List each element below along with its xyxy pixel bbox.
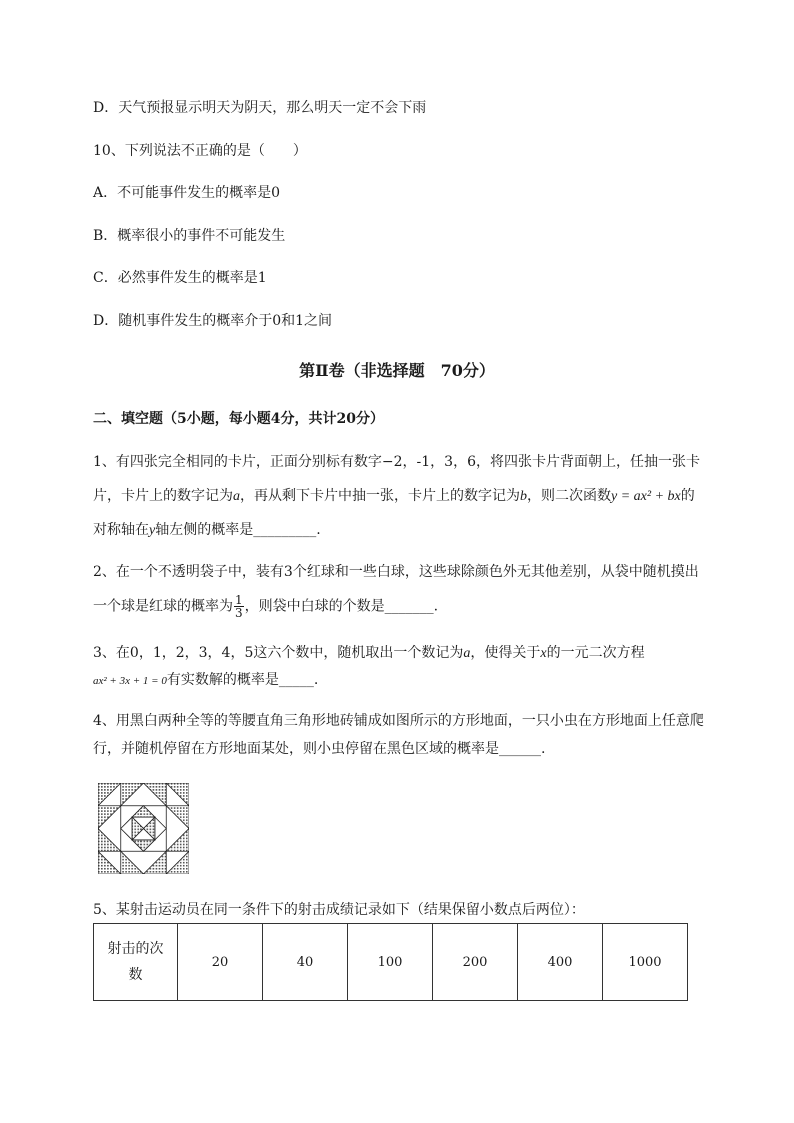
fill4-line2: 行，并随机停留在方形地面某处，则小虫停留在黑色区域的概率是______. <box>93 741 546 757</box>
fill2-text-a: 一个球是红球的概率为 <box>93 598 233 615</box>
table-cell: 20 <box>178 924 263 1001</box>
fill2-fraction <box>234 594 244 619</box>
table-cell: 200 <box>433 924 518 1001</box>
fill3-var-x: x <box>540 646 547 661</box>
fill1-text-f: 轴左侧的概率是_________. <box>155 522 321 538</box>
fill1-text-e: 对称轴在 <box>93 522 149 538</box>
fill2-line1: 2、在一个不透明袋子中，装有3个红球和一些白球，这些球除颜色外无其他差别，从袋中随机摸出 <box>93 564 699 580</box>
table-cell: 400 <box>518 924 603 1001</box>
fill3-line2 <box>93 670 318 691</box>
section2-heading: 二、填空题（5小题，每小题4分，共计20分） <box>93 411 384 427</box>
fill3-text-b: ，使得关于 <box>470 645 541 661</box>
fill3-text-a: 3、在0，1，2，3，4，5这六个数中，随机取出一个数记为 <box>93 645 464 661</box>
row-header <box>94 924 178 1001</box>
part2-title: 第Ⅱ卷（非选择题 70分） <box>299 361 495 380</box>
fill5-stem: 5、某射击运动员在同一条件下的射击成绩记录如下（结果保留小数点后两位）： <box>93 902 585 918</box>
fill1-line2 <box>93 486 695 507</box>
fill3-var-a: a <box>463 646 471 661</box>
shooting-table <box>93 923 688 1001</box>
fill3-text-d: 有实数解的概率是_____. <box>166 672 319 688</box>
fill3-equation: ax² + 3x + 1 = 0 <box>93 675 167 687</box>
fill1-function: y = ax² + bx <box>611 489 681 504</box>
fill1-text-b: ，再从剩下卡片中抽一张，卡片上的数字记为 <box>240 488 520 504</box>
row-header-line2: 数 <box>128 967 143 983</box>
fill2-line2 <box>93 594 438 619</box>
table-cell: 40 <box>263 924 348 1001</box>
q10-option-a: A．不可能事件发生的概率是0 <box>93 185 281 201</box>
table-cell: 100 <box>348 924 433 1001</box>
fill3-line1 <box>93 643 645 664</box>
fill1-var-y: y <box>149 523 156 538</box>
fraction-denominator: 3 <box>235 606 243 620</box>
table-row <box>94 924 688 1001</box>
row-header-line1: 射击的次 <box>107 941 164 957</box>
table-cell: 1000 <box>603 924 688 1001</box>
q10-stem: 10、下列说法不正确的是（ ） <box>93 143 307 159</box>
fill1-line3 <box>93 520 321 541</box>
fill1-text-d: 的 <box>680 488 695 504</box>
fill1-line1: 1、有四张完全相同的卡片，正面分别标有数字−2，-1，3，6，将四张卡片背面朝上，任抽一张卡 <box>93 454 700 470</box>
q9-option-d: D．天气预报显示明天为阴天，那么明天一定不会下雨 <box>93 100 427 116</box>
fill3-text-c: 的一元二次方程 <box>546 645 645 661</box>
fraction-numerator: 1 <box>235 593 243 607</box>
q10-option-c: C．必然事件发生的概率是1 <box>93 270 267 286</box>
fill1-var-b: b <box>520 489 527 504</box>
fill4-line1: 4、用黑白两种全等的等腰直角三角形地砖铺成如图所示的方形地面，一只小虫在方形地面上任意爬 <box>93 713 704 729</box>
fill2-text-b: ，则袋中白球的个数是_______. <box>244 598 439 615</box>
q10-option-b: B．概率很小的事件不可能发生 <box>93 228 286 244</box>
fill1-var-a: a <box>233 489 240 504</box>
fill1-text-a: 片，卡片上的数字记为 <box>93 488 233 504</box>
fill1-text-c: ，则二次函数 <box>527 488 611 504</box>
tile-floor-figure <box>98 783 189 874</box>
q10-option-d: D．随机事件发生的概率介于0和1之间 <box>93 313 333 329</box>
